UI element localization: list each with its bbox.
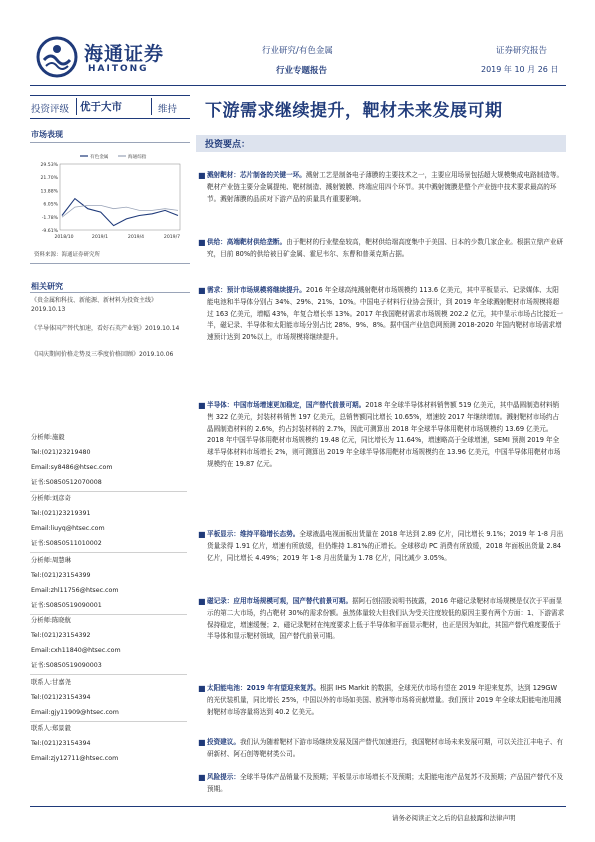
legend-label: 海通综指 <box>128 155 147 160</box>
brand-name-en: HAITONG <box>88 64 149 74</box>
bullet-marker-icon: ■ <box>198 286 206 295</box>
related-item[interactable]: 《半导体国产替代加速，看好石英产业链》2019.10.14 <box>31 325 180 332</box>
section-divider <box>30 142 190 143</box>
investment-points-heading: 投资要点： <box>205 140 251 150</box>
analyst-email[interactable]: Email:liuyq@htsec.com <box>31 525 105 532</box>
bullet-marker-icon: ■ <box>198 597 206 606</box>
analyst-cert: 证书:S0850511010002 <box>31 540 102 547</box>
bullet-text: 全球液晶电视面板出货量在 2018 年达到 2.89 亿片，同比增长 9.1%；2019 年 1-8 月出货量录得 1.91 亿片，增速有所放缓，但仍维持 1.81%的正增长。全球移动 PC 消费有所放缓，2018 年面板出货量 2.84 亿片，同比增长 4.49%；2019 年 1-8 月出货量为 1.78 亿片，同比减少 3.05%。 <box>207 530 564 562</box>
report-type: 行业专题报告 <box>276 66 328 76</box>
market-performance-chart <box>30 150 190 246</box>
bullet-demand <box>198 285 565 344</box>
bullet-text: 2016 年全球高纯溅射靶材市场规模约 113.6 亿美元，其中平板显示、记录媒体、太阳能电池和半导体分别占 34%、29%、21%、10%。中国电子材料行业协会预计，到 2019 年全球溅射靶材市场规模将超过 163 亿美元，增幅 43%，年复合增长率 13%。2017 年我国靶材需求市场规模 202.2 亿元，其中显示市场占比接近一半，磁记录、半导体和太阳能市场分别占比 28%、9%、8%。据中国产业信息网预测 2018-2020 年国内靶材市场需求增速预计达到 20%以上，市场规模将继续提升。 <box>207 286 563 342</box>
analyst-name: 分析师:施毅 <box>31 434 65 441</box>
analyst-email[interactable]: Email:cxh11840@htsec.com <box>31 647 121 654</box>
bullet-lead: 风险提示： <box>207 773 240 781</box>
bullet-solar <box>198 683 565 718</box>
investment-points-header <box>196 135 566 152</box>
bullet-marker-icon: ■ <box>198 171 206 180</box>
bullet-supply <box>198 237 565 261</box>
y-tick-label: -9.61% <box>41 229 58 234</box>
bullet-marker-icon: ■ <box>198 684 206 693</box>
rating-value: 优于大市 <box>80 101 122 113</box>
contact-tel: Tel:(021)23154394 <box>31 694 91 701</box>
series-line-nonferrous <box>62 199 178 226</box>
bullet-text: 溅射工艺是制备电子薄膜的主要技术之一，主要应用场景包括超大规模集成电路制造等。靶材产业链主要分金属提纯、靶材制造、溅射镀膜、终端应用四个环节。其中溅射镀膜是整个产业链中技术要求最高的环节。溅射薄膜的品质对下游产品的质量具有重要影响。 <box>207 171 564 203</box>
bullet-marker-icon: ■ <box>198 401 206 410</box>
analyst-email[interactable]: Email:zhl11756@htsec.com <box>31 587 119 594</box>
x-tick-label: 2019/4 <box>127 235 145 240</box>
contact-email[interactable]: Email:gjy11909@htsec.com <box>31 709 119 716</box>
contact-name: 联系人:甘嘉尧 <box>31 679 71 686</box>
haitong-logo-icon <box>36 36 78 78</box>
brand-name-cn: 海通证券 <box>84 43 165 65</box>
rating-action: 维持 <box>158 104 178 115</box>
bullet-lead: 半导体：中国市场增速更加稳定，国产替代前景可期。 <box>207 401 366 409</box>
bullet-text: 由于靶材的行业壁垒较高，靶材供给端高度集中于美国、日本的少数几家企业。根据立鼎产业研究，目前 80%的供给被日矿金属、霍尼韦尔、东曹和普莱克斯占据。 <box>207 238 564 258</box>
y-tick-label: 21.70% <box>40 176 58 182</box>
bullet-text: 根据 IHS Markit 的数据，全球光伏市场有望在 2019 年迎来复苏，达到 129GW 的光伏装机量，同比增长 25%，中国以外的市场如美国、欧洲等市场将贡献增量。我们预计 2019 年全球太阳能电池用溅射靶材市场容量将达到 40.2 亿美元。 <box>207 684 562 716</box>
x-tick-label: 2019/1 <box>91 235 109 240</box>
y-tick-label: 29.53% <box>40 163 58 168</box>
report-title: 下游需求继续提升，靶材未来发展可期 <box>205 101 503 121</box>
analyst-tel: Tel:(021)23154399 <box>31 572 91 579</box>
bullet-text: 全球半导体产品销量不及预期；平板显示市场增长不及预期；太阳能电池产品复苏不及预期；产品国产替代不及预期。 <box>207 773 564 793</box>
bullet-lead: 需求：预计市场规模将继续提升。 <box>207 286 306 294</box>
section-divider <box>30 292 190 293</box>
bullet-magnetic-recording <box>198 596 565 643</box>
bullet-lead: 投资建议。 <box>207 738 240 746</box>
y-tick-label: 13.88% <box>40 189 58 195</box>
bullet-marker-icon: ■ <box>198 773 206 782</box>
rating-top-divider <box>30 95 190 96</box>
rating-separator <box>76 98 77 115</box>
bullet-lead: 太阳能电池：2019 年有望迎来复苏。 <box>207 684 320 692</box>
bullet-marker-icon: ■ <box>198 738 206 747</box>
analyst-cert: 证书:S0850519090003 <box>31 662 102 669</box>
bullet-semiconductor <box>198 400 565 471</box>
analyst-email[interactable]: Email:sy8486@htsec.com <box>31 464 113 471</box>
section-divider <box>30 263 190 264</box>
contact-tel: Tel:(021)23154394 <box>31 740 91 747</box>
analyst-name: 分析师:陈晓航 <box>31 617 71 624</box>
rating-separator <box>151 98 152 115</box>
bullet-lead: 供给：高端靶材供给垄断。 <box>207 238 287 246</box>
footer-divider <box>30 806 566 807</box>
bullet-marker-icon: ■ <box>198 238 206 247</box>
rating-bottom-divider <box>30 118 190 119</box>
analyst-cert: 证书:S0850512070008 <box>31 479 102 486</box>
bullet-text: 据阿石创招股说明书披露，2016 年磁记录靶材市场规模是仅次于平面显示的第二大市场，约占靶材 30%的需求份额。虽然体量较大但我们认为受关注度较低的原因主要有两个方面：1、下游需求保持稳定，增速缓慢；2、磁记录靶材在纯度要求上低于半导体和平面显示靶材，也正是因为如此，其国产替代难度要低于半导体和显示靶材领域，国产替代前景可期。 <box>207 597 565 641</box>
x-tick-label: 2018/10 <box>54 235 74 240</box>
related-item[interactable]: 《贵金属和科技、新能源、新材料为投资主线》2019.10.13 <box>31 297 158 313</box>
analyst-name: 分析师:刘彦奇 <box>31 495 71 502</box>
contact-name: 联系人:郑景毅 <box>31 725 71 732</box>
report-date: 2019 年 10 月 26 日 <box>481 65 559 74</box>
legend-label: 有色金属 <box>90 155 109 160</box>
analyst-name: 分析师:周慧琳 <box>31 557 71 564</box>
analyst-cert: 证书:S0850519090001 <box>31 602 102 609</box>
bullet-flat-panel <box>198 529 565 564</box>
market-performance-heading: 市场表现 <box>31 130 63 139</box>
industry-category: 行业研究/有色金属 <box>262 46 333 56</box>
bullet-lead: 溅射靶材：芯片制备的关键一环。 <box>207 171 306 179</box>
y-tick-label: 6.05% <box>43 202 58 208</box>
analyst-divider <box>30 552 187 553</box>
bullet-marker-icon: ■ <box>198 530 206 539</box>
analyst-tel: Tel:(021)23219480 <box>31 449 91 456</box>
bullet-lead: 平板显示：维持平稳增长态势。 <box>207 530 300 538</box>
rating-label: 投资评级 <box>31 104 70 115</box>
header-divider <box>30 85 566 86</box>
bullet-risk <box>198 772 565 796</box>
bullet-text: 我们认为随着靶材下游市场继续发展及国产替代加速进行，我国靶材市场未来发展可期，可以关注江丰电子、有研新材、阿石创等靶材类公司。 <box>207 738 564 758</box>
disclaimer-note: 请务必阅读正文之后的信息披露和法律声明 <box>392 814 516 822</box>
chart-frame <box>60 164 180 230</box>
analyst-tel: Tel:(021)23154392 <box>31 632 91 639</box>
report-series-title: 证券研究报告 <box>496 46 548 56</box>
bullet-lead: 磁记录：应用市场规模可观，国产替代前景可期。 <box>207 597 353 605</box>
contact-email[interactable]: Email:zjy12711@htsec.com <box>31 755 119 762</box>
analyst-tel: Tel:(021)23219391 <box>31 510 91 517</box>
analyst-divider <box>30 674 187 675</box>
y-tick-label: -1.78% <box>41 215 58 221</box>
x-tick-label: 2019/7 <box>163 235 181 240</box>
chart-source-note: 资料来源：海通证券研究所 <box>34 252 101 258</box>
related-research-heading: 相关研究 <box>31 282 63 291</box>
bullet-sputtering <box>198 170 565 205</box>
bullet-investment-advice <box>198 737 565 761</box>
bullet-text: 2018 年全球半导体材料销售额 519 亿美元，其中晶圆制造材料销售 322 亿美元，封装材料销售 197 亿美元，总销售额同比增长 10.65%，增速较 2017 年继续增加。溅射靶材市场约占晶圆制造材料的 2.6%，约占封装材料的 2.7%，因此可测算出 2018 年全球半导体用靶材市场规模约 13.69 亿美元。2018 年中国半导体用靶材市场规模约 19.48 亿元，同比增长为 11.64%，增速略高于全球增速，SEMI 预测 2019 年全球半导体材料市场增长 2%，则可测算出 2019 年全球半导体用靶材市场规模约在 13.96 亿美元，中国半导体用靶材市场规模约在 19.87 亿元。 <box>207 401 561 468</box>
related-item[interactable]: 《国庆期间价格走势及三季度价格回顾》2019.10.06 <box>31 351 174 358</box>
